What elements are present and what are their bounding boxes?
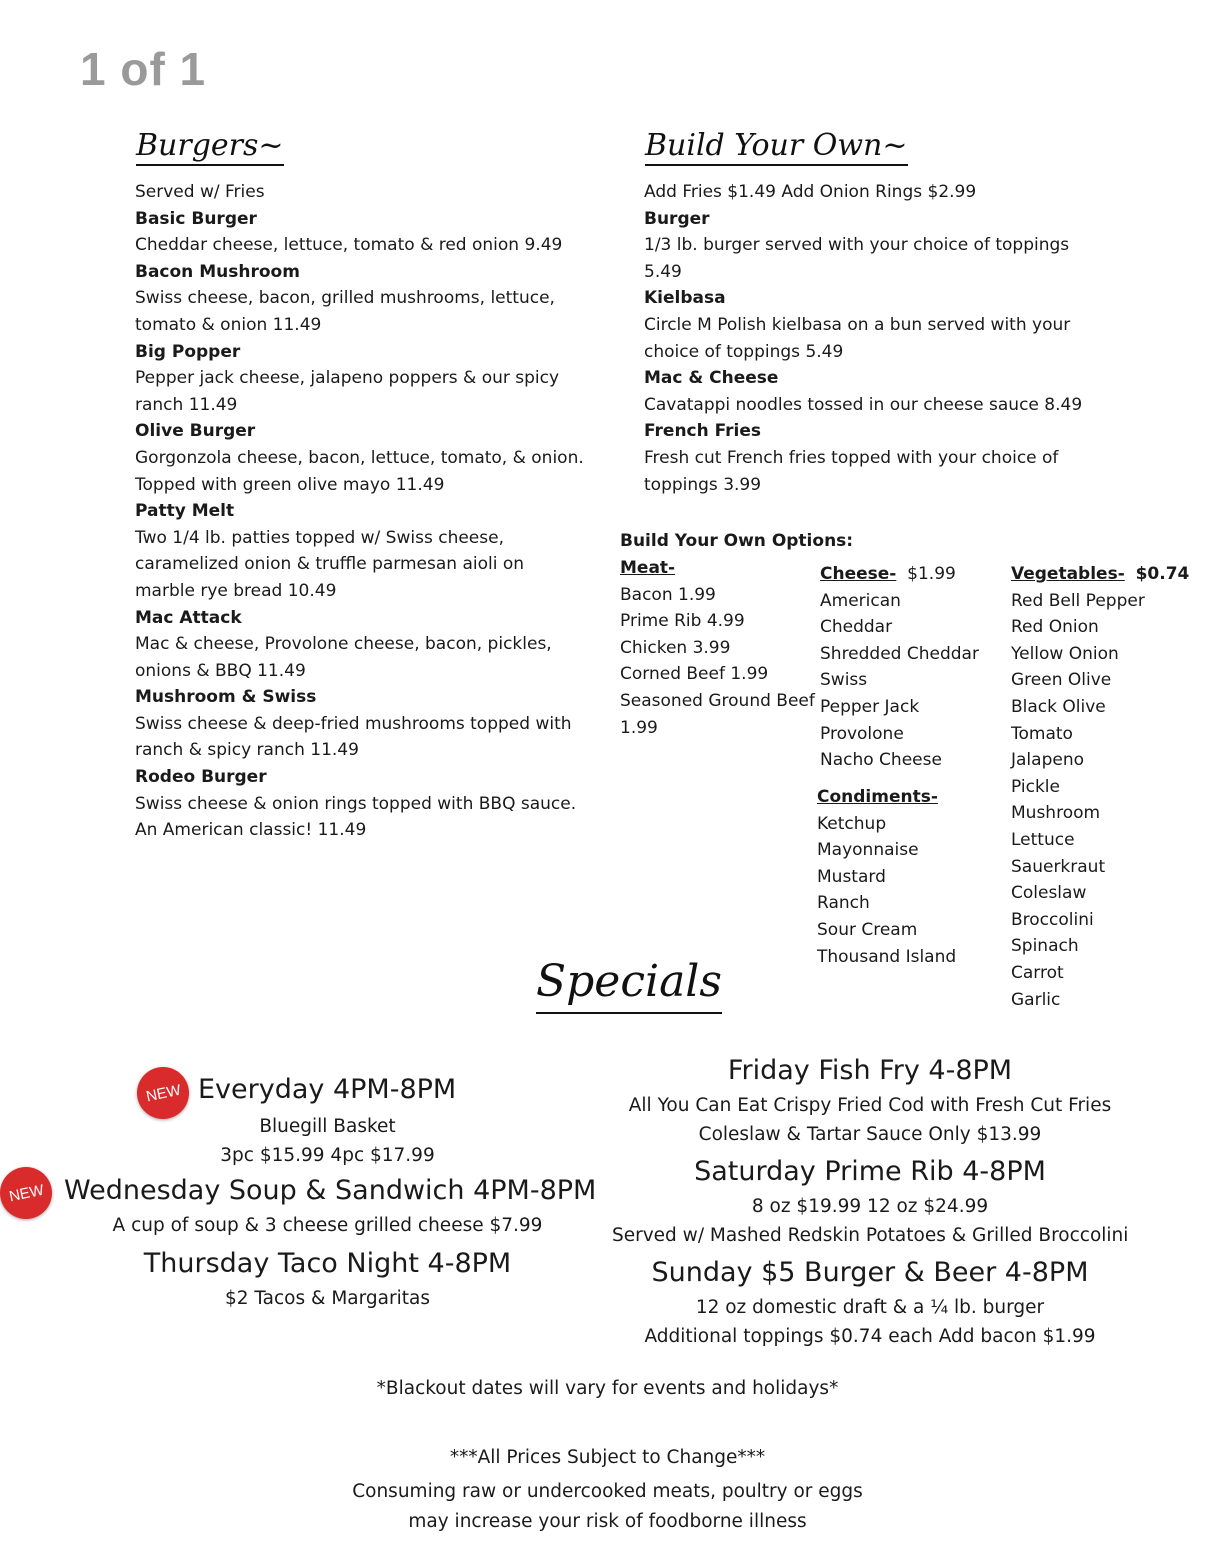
meat-option: Chicken 3.99 [620, 637, 731, 658]
vegetable-option: Mushroom [1011, 803, 1101, 824]
condiments-options [817, 784, 956, 970]
special-sunday-line: 12 oz domestic draft & a ¼ lb. burger [695, 1297, 1045, 1318]
menu-item-description: ranch & spicy ranch 11.49 [135, 740, 359, 761]
meat-label: Meat- [620, 558, 676, 578]
condiments-list [817, 811, 956, 971]
menu-item-description: Pepper jack cheese, jalapeno poppers & our spicy [135, 368, 560, 389]
page-counter: 1 of 1 [80, 43, 207, 95]
condiment-option: Thousand Island [817, 946, 957, 967]
vegetable-option: Garlic [1011, 989, 1061, 1010]
special-sunday [612, 1255, 1128, 1351]
new-badge-wednesday: NEW [0, 1167, 52, 1219]
special-everyday [198, 1072, 456, 1108]
special-everyday-line: 3pc $15.99 4pc $17.99 [220, 1145, 435, 1166]
menu-item-description: Swiss cheese & deep-fried mushrooms topped with [135, 713, 572, 734]
specials-heading: Specials [536, 952, 722, 1014]
burgers-list [135, 206, 584, 844]
burgers-section [135, 179, 584, 844]
condiment-option: Mayonnaise [817, 840, 919, 861]
special-saturday-title: Saturday Prime Rib 4-8PM [694, 1156, 1046, 1187]
menu-item-description: Circle M Polish kielbasa on a bun served with your [644, 314, 1071, 335]
condiment-option: Ranch [817, 893, 870, 914]
vegetable-option: Spinach [1011, 936, 1079, 957]
special-everyday-title: Everyday 4PM-8PM [198, 1074, 457, 1105]
menu-item-name: Mac Attack [135, 607, 242, 628]
menu-item-description: Swiss cheese & onion rings topped with BBQ sauce. [135, 793, 577, 814]
menu-item-name: Rodeo Burger [135, 767, 267, 788]
build-your-own-heading: Build Your Own~ [645, 128, 908, 166]
menu-item-description: 1/3 lb. burger served with your choice of toppings [644, 235, 1070, 256]
menu-item-description: marble rye bread 10.49 [135, 580, 337, 601]
menu-item-name: Burger [644, 208, 710, 229]
menu-item-description: ranch 11.49 [135, 394, 238, 415]
menu-item-name: Kielbasa [644, 288, 726, 309]
special-thursday-title: Thursday Taco Night 4-8PM [143, 1248, 512, 1279]
vegetable-option: Tomato [1011, 723, 1073, 744]
cheese-list [820, 588, 979, 774]
vegetables-options [1011, 561, 1189, 1013]
build-your-own-list [644, 206, 1082, 499]
special-everyday-line: Bluegill Basket [259, 1116, 396, 1137]
health-warning-line1: Consuming raw or undercooked meats, poultry or eggs [352, 1481, 863, 1502]
vegetable-option: Red Onion [1011, 617, 1099, 638]
menu-item-description: toppings 3.99 [644, 474, 762, 495]
cheese-option: Swiss [820, 670, 868, 691]
prices-note: ***All Prices Subject to Change*** [449, 1447, 766, 1468]
special-wednesday-line: A cup of soup & 3 cheese grilled cheese $7.99 [112, 1215, 543, 1236]
special-thursday-line: $2 Tacos & Margaritas [225, 1288, 430, 1309]
menu-item-description: Two 1/4 lb. patties topped w/ Swiss cheese, [135, 527, 504, 548]
options-heading: Build Your Own Options: [620, 531, 854, 551]
meat-option: Corned Beef 1.99 [620, 664, 769, 685]
vegetable-option: Carrot [1011, 962, 1064, 983]
menu-item-description: Cheddar cheese, lettuce, tomato & red onion 9.49 [135, 235, 563, 256]
condiment-option: Mustard [817, 866, 886, 887]
cheese-option: Cheddar [820, 617, 893, 638]
menu-item-description: Mac & cheese, Provolone cheese, bacon, pickles, [135, 634, 552, 655]
burgers-heading: Burgers~ [136, 128, 284, 166]
menu-item-description: Cavatappi noodles tossed in our cheese sauce 8.49 [644, 394, 1083, 415]
menu-item-name: Mushroom & Swiss [135, 687, 317, 708]
cheese-option: Provolone [820, 723, 904, 744]
vegetable-option: Lettuce [1011, 829, 1075, 850]
vegetables-label: Vegetables- [1011, 564, 1125, 584]
menu-item-description: onions & BBQ 11.49 [135, 660, 306, 681]
menu-item-name: French Fries [644, 421, 762, 442]
special-saturday [612, 1154, 1128, 1250]
build-your-own-section [644, 179, 1082, 498]
special-sunday-line: Additional toppings $0.74 each Add bacon $1.99 [644, 1326, 1096, 1347]
menu-item-description: caramelized onion & truffle parmesan aioli on [135, 554, 525, 575]
special-everyday-details [64, 1112, 591, 1170]
meat-options [620, 555, 815, 741]
meat-option: Bacon 1.99 [620, 584, 716, 605]
vegetable-option: Jalapeno [1011, 750, 1084, 771]
menu-item-description: tomato & onion 11.49 [135, 314, 322, 335]
cheese-option: Pepper Jack [820, 696, 920, 717]
vegetable-option: Black Olive [1011, 696, 1106, 717]
special-friday-title: Friday Fish Fry 4-8PM [727, 1055, 1013, 1086]
condiments-label: Condiments- [817, 787, 938, 807]
vegetables-price: $0.74 [1135, 564, 1190, 584]
menu-item-name: Basic Burger [135, 208, 257, 229]
blackout-note: *Blackout dates will vary for events and holidays* [376, 1378, 839, 1399]
health-warning-line2: may increase your risk of foodborne illness [408, 1511, 807, 1532]
special-saturday-line: Served w/ Mashed Redskin Potatoes & Grilled Broccolini [612, 1225, 1129, 1246]
menu-item-name: Bacon Mushroom [135, 261, 300, 282]
menu-item-description: 5.49 [644, 261, 682, 282]
menu-item-description: choice of toppings 5.49 [644, 341, 844, 362]
menu-item-name: Patty Melt [135, 501, 235, 522]
vegetable-option: Pickle [1011, 776, 1060, 797]
menu-item-description: Swiss cheese, bacon, grilled mushrooms, lettuce, [135, 288, 555, 309]
new-badge-everyday: NEW [137, 1067, 189, 1119]
meat-option: 1.99 [620, 717, 658, 738]
vegetable-option: Red Bell Pepper [1011, 590, 1145, 611]
vegetable-option: Yellow Onion [1011, 643, 1119, 664]
vegetable-option: Green Olive [1011, 670, 1112, 691]
meat-option: Seasoned Ground Beef [620, 690, 815, 711]
cheese-price: $1.99 [907, 564, 956, 584]
cheese-option: Shredded Cheddar [820, 643, 979, 664]
condiment-option: Sour Cream [817, 919, 918, 940]
cheese-label: Cheese- [820, 564, 897, 584]
special-sunday-title: Sunday $5 Burger & Beer 4-8PM [651, 1257, 1089, 1288]
menu-item-description: An American classic! 11.49 [135, 820, 367, 841]
meat-list [620, 582, 815, 742]
special-saturday-line: 8 oz $19.99 12 oz $24.99 [751, 1196, 989, 1217]
burgers-subtitle: Served w/ Fries [135, 182, 265, 202]
cheese-options [820, 561, 979, 774]
special-friday-line: Coleslaw & Tartar Sauce Only $13.99 [698, 1124, 1042, 1145]
meat-option: Prime Rib 4.99 [620, 611, 745, 632]
menu-item-name: Mac & Cheese [644, 368, 779, 389]
special-friday-line: All You Can Eat Crispy Fried Cod with Fresh Cut Fries [628, 1095, 1112, 1116]
build-your-own-subtitle: Add Fries $1.49 Add Onion Rings $2.99 [644, 182, 977, 202]
special-wednesday-title: Wednesday Soup & Sandwich 4PM-8PM [64, 1175, 597, 1206]
special-friday [612, 1053, 1128, 1149]
vegetable-option: Sauerkraut [1011, 856, 1106, 877]
menu-item-description: Fresh cut French fries topped with your choice of [644, 447, 1059, 468]
cheese-option: Nacho Cheese [820, 750, 942, 771]
cheese-option: American [820, 590, 901, 611]
special-wednesday [64, 1173, 597, 1240]
menu-item-name: Olive Burger [135, 421, 256, 442]
special-thursday [64, 1246, 591, 1313]
menu-item-description: Gorgonzola cheese, bacon, lettuce, tomato, & onion. [135, 447, 584, 468]
vegetables-list [1011, 588, 1189, 1014]
menu-item-name: Big Popper [135, 341, 241, 362]
vegetable-option: Coleslaw [1011, 883, 1087, 904]
vegetable-option: Broccolini [1011, 909, 1094, 930]
menu-item-description: Topped with green olive mayo 11.49 [135, 474, 445, 495]
condiment-option: Ketchup [817, 813, 887, 834]
